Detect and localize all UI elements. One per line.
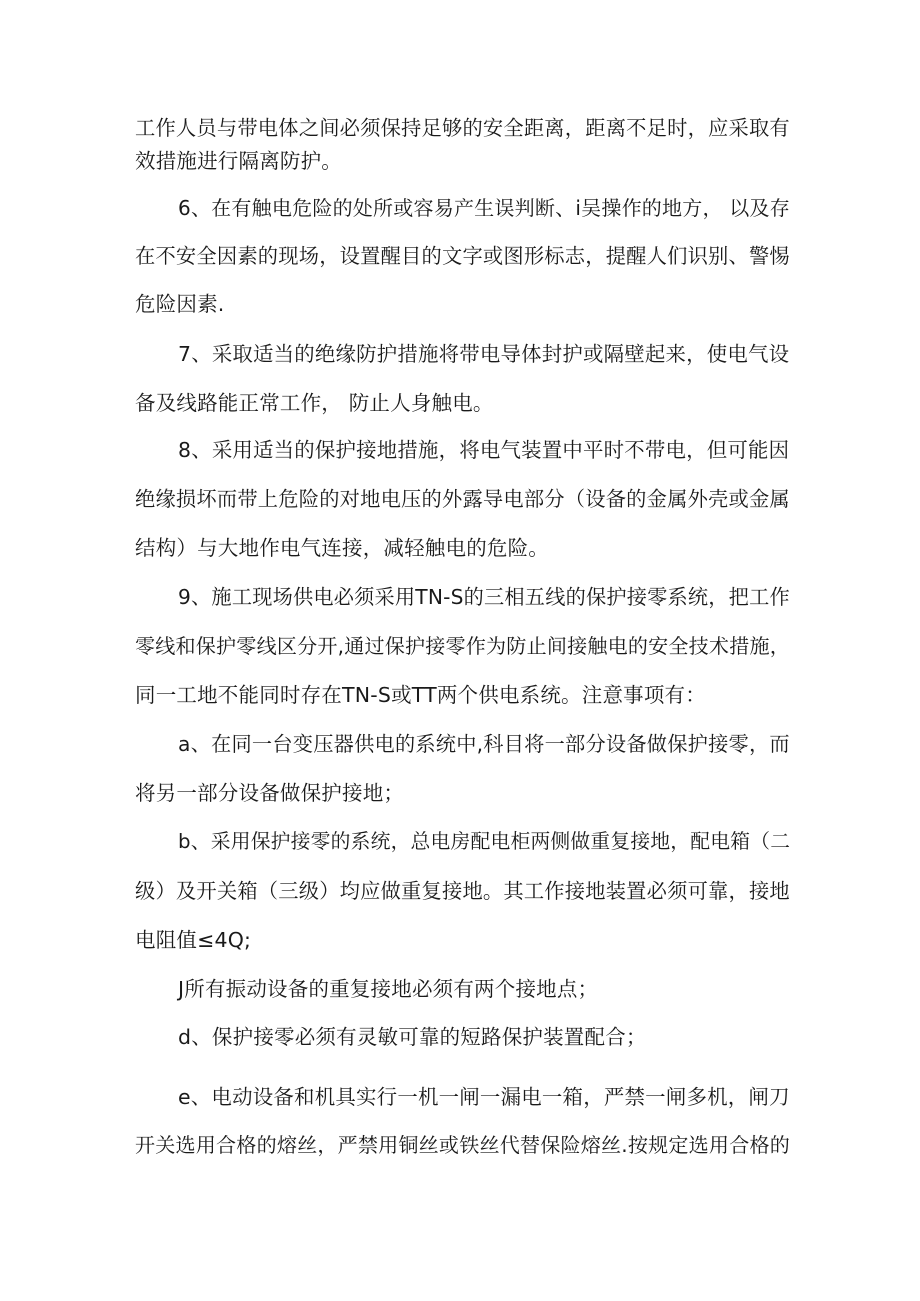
- text-line: 危险因素.: [135, 292, 225, 316]
- text-line: 在不安全因素的现场，设置醒目的文字或图形标志，提醒人们识别、警惕: [135, 244, 790, 268]
- text-line: 效措施进行隔离防护。: [135, 149, 342, 173]
- text-line: 零线和保护零线区分开,通过保护接零作为防止间接触电的安全技术措施，: [135, 634, 790, 658]
- item-b-line: b、采用保护接零的系统，总电房配电柜两侧做重复接地，配电箱（二: [178, 830, 791, 853]
- text-line: 电阻值≤4Q;: [135, 928, 252, 952]
- text-line: 将另一部分设备做保护接地；: [135, 781, 405, 805]
- paragraph-6-line: 6、在有触电危险的处所或容易产生误判断、i吴操作的地方， 以及存: [178, 196, 790, 220]
- text-line: 绝缘损坏而带上危险的对地电压的外露导电部分（设备的金属外壳或金属: [135, 487, 790, 511]
- item-e-line: e、电动设备和机具实行一机一闸一漏电一箱，严禁一闸多机，闸刀: [178, 1085, 790, 1109]
- item-a-line: a、在同一台变压器供电的系统中,科目将一部分设备做保护接零，而: [178, 732, 790, 756]
- paragraph-8-line: 8、采用适当的保护接地措施，将电气装置中平时不带电，但可能因: [178, 438, 790, 462]
- text-line: 开关选用合格的熔丝，严禁用铜丝或铁丝代替保险熔丝.按规定选用合格的: [135, 1133, 790, 1157]
- text-line: 结构）与大地作电气连接，减轻触电的危险。: [135, 536, 549, 560]
- paragraph-9-line: 9、施工现场供电必须采用TN-S的三相五线的保护接零系统，把工作: [178, 585, 790, 609]
- paragraph-7-line: 7、采取适当的绝缘防护措施将带电导体封护或隔壁起来，使电气设: [178, 342, 790, 366]
- text-line: 备及线路能正常工作， 防止人身触电。: [135, 391, 494, 415]
- item-c-line: J所有振动设备的重复接地必须有两个接地点；: [178, 977, 599, 1001]
- text-line: 同一工地不能同时存在TN-S或TT两个供电系统。注意事项有：: [135, 683, 706, 707]
- text-line: 工作人员与带电体之间必须保持足够的安全距离，距离不足时，应采取有: [135, 116, 790, 140]
- text-line: 级）及开关箱（三级）均应做重复接地。其工作接地装置必须可靠，接地: [135, 879, 790, 903]
- item-d-line: d、保护接零必须有灵敏可靠的短路保护装置配合；: [178, 1025, 647, 1049]
